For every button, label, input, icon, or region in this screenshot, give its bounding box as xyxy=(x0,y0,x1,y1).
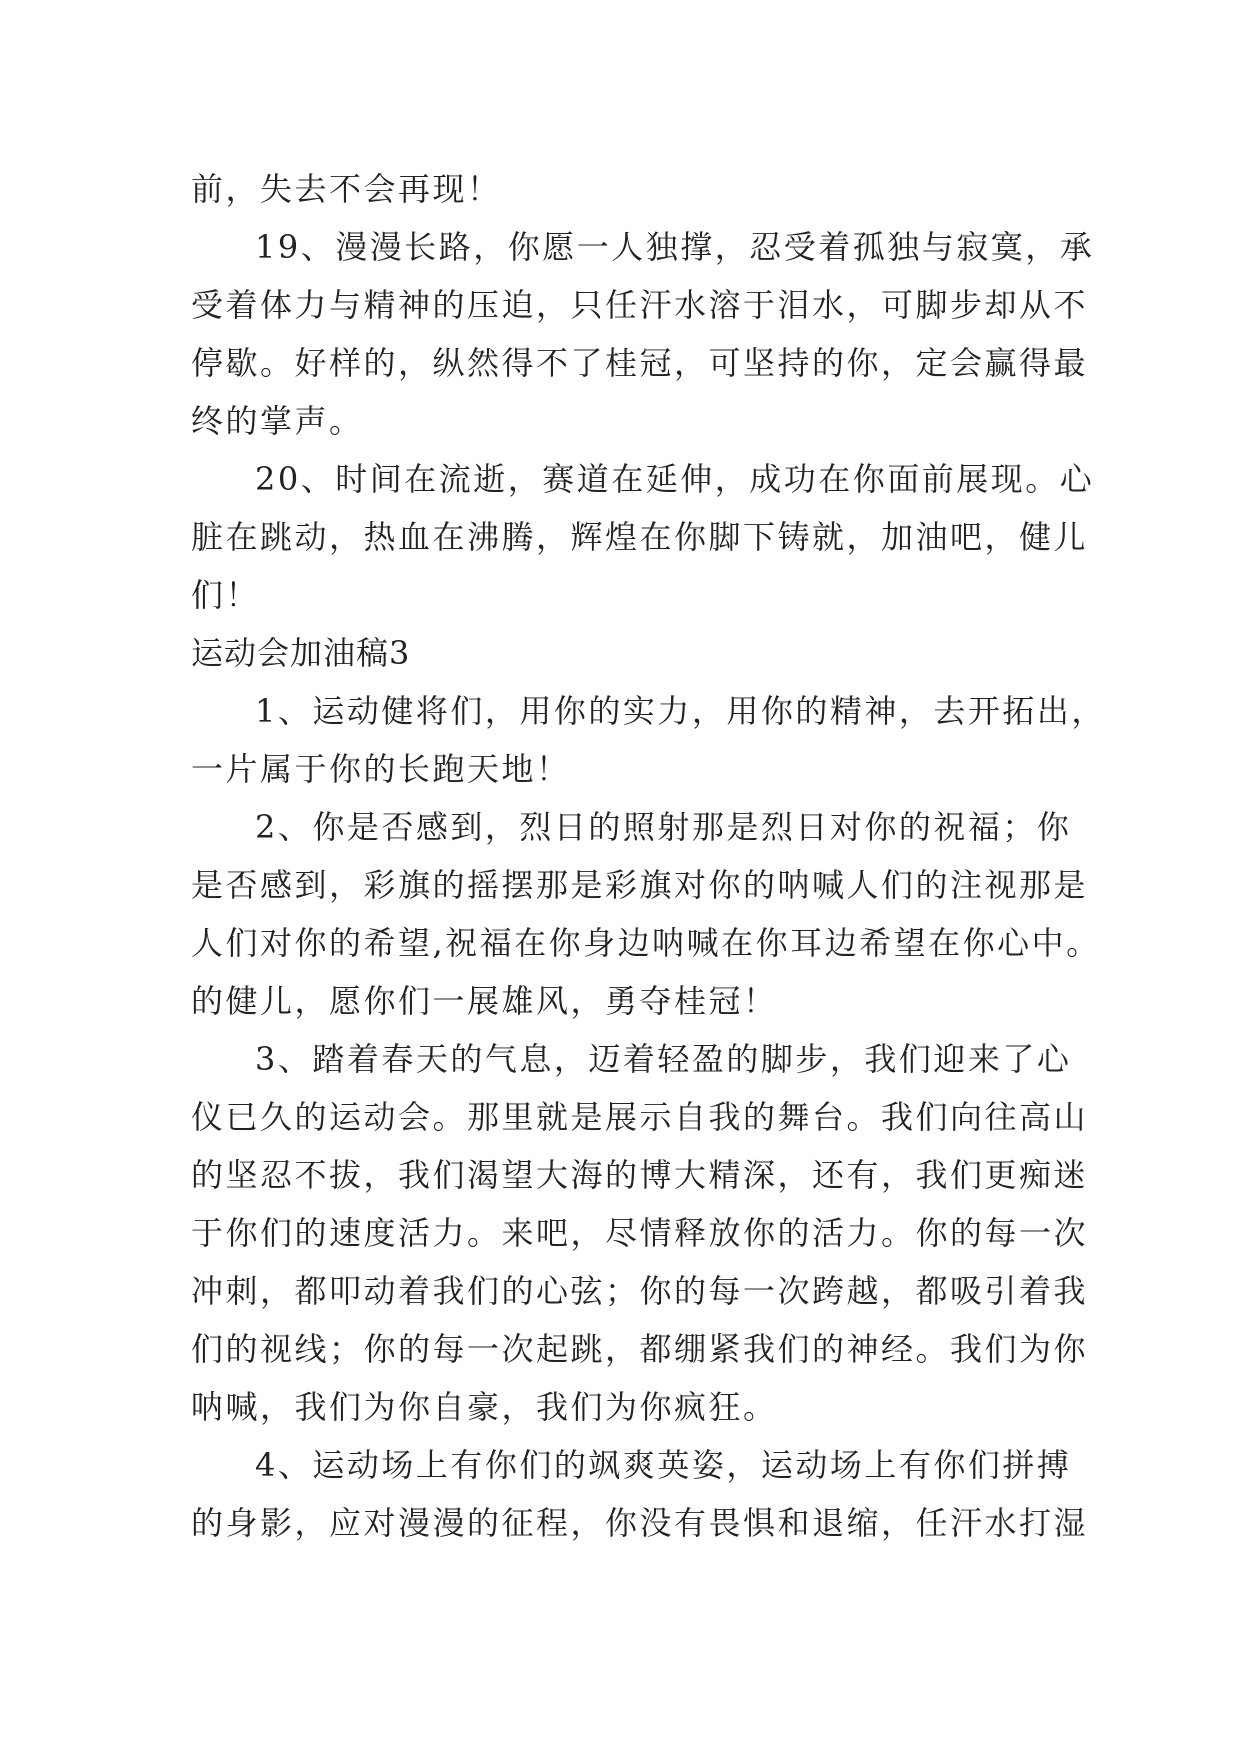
document-body xyxy=(191,160,1106,1552)
paragraph-4-line: 4、运动场上有你们的飒爽英姿，运动场上有你们拼搏 xyxy=(255,1446,1072,1484)
paragraph-19-line: 停歇。好样的，纵然得不了桂冠，可坚持的你，定会赢得最 xyxy=(191,344,1089,382)
paragraph-2-line: 2、你是否感到，烈日的照射那是烈日对你的祝福；你 xyxy=(255,808,1072,846)
paragraph-1-line: 一片属于你的长跑天地！ xyxy=(191,750,571,788)
paragraph-4-line: 的身影，应对漫漫的征程，你没有畏惧和退缩，任汗水打湿 xyxy=(191,1504,1089,1542)
paragraph-3-line: 仪已久的运动会。那里就是展示自我的舞台。我们向往高山 xyxy=(191,1098,1089,1136)
paragraph-1-line: 1、运动健将们，用你的实力，用你的精神，去开拓出， xyxy=(255,692,1106,730)
paragraph-19-line: 19、漫漫长路，你愿一人独撑，忍受着孤独与寂寞，承 xyxy=(255,228,1095,266)
paragraph-20-line: 20、时间在流逝，赛道在延伸，成功在你面前展现。心 xyxy=(255,460,1095,498)
paragraph-20-line: 脏在跳动，热血在沸腾，辉煌在你脚下铸就，加油吧，健儿 xyxy=(191,518,1089,556)
paragraph-19-line: 受着体力与精神的压迫，只任汗水溶于泪水，可脚步却从不 xyxy=(191,286,1089,324)
paragraph-3-line: 于你们的速度活力。来吧，尽情释放你的活力。你的每一次 xyxy=(191,1214,1089,1252)
paragraph-2-line: 是否感到，彩旗的摇摆那是彩旗对你的呐喊人们的注视那是 xyxy=(191,866,1089,904)
paragraph-3-line: 冲刺，都叩动着我们的心弦；你的每一次跨越，都吸引着我 xyxy=(191,1272,1089,1310)
paragraph-2-line: 人们对你的希望,祝福在你身边呐喊在你耳边希望在你心中。 xyxy=(191,924,1101,962)
paragraph-3-line: 的坚忍不拔，我们渴望大海的博大精深，还有，我们更痴迷 xyxy=(191,1156,1089,1194)
paragraph-3-line: 们的视线；你的每一次起跳，都绷紧我们的神经。我们为你 xyxy=(191,1330,1089,1368)
paragraph-3-line: 3、踏着春天的气息，迈着轻盈的脚步，我们迎来了心 xyxy=(255,1040,1072,1078)
section-heading: 运动会加油稿3 xyxy=(191,634,411,672)
paragraph-20-line: 们！ xyxy=(191,576,261,614)
text-line: 前，失去不会再现！ xyxy=(191,170,502,208)
paragraph-3-line: 呐喊，我们为你自豪，我们为你疯狂。 xyxy=(191,1388,778,1426)
paragraph-2-line: 的健儿，愿你们一展雄风，勇夺桂冠！ xyxy=(191,982,778,1020)
paragraph-19-line: 终的掌声。 xyxy=(191,402,364,440)
